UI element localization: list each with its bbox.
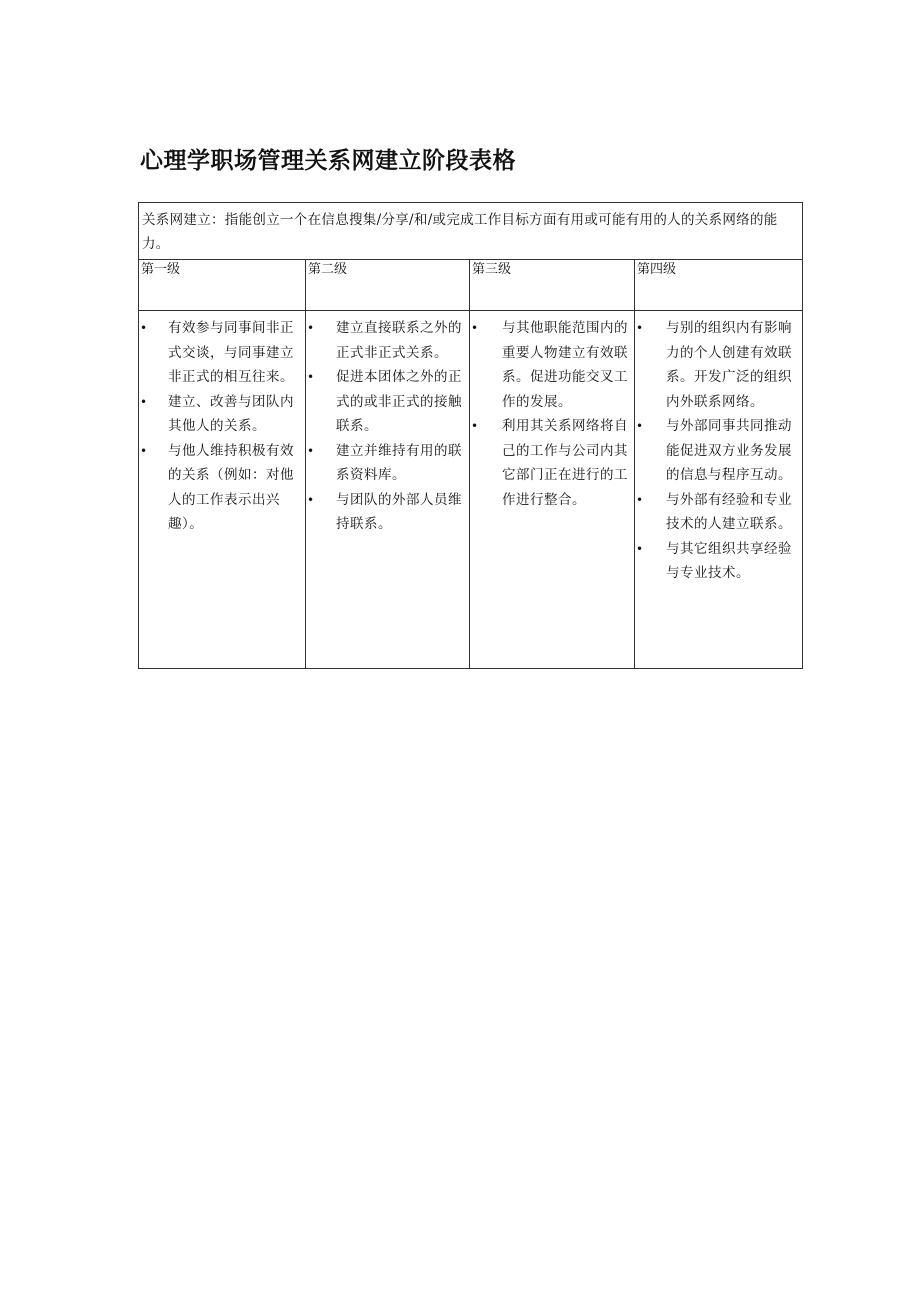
document-title: 心理学职场管理关系网建立阶段表格	[140, 148, 516, 174]
level-3-header: 第三级	[470, 260, 635, 311]
list-item: • 与他人维持积极有效的关系（例如：对他人的工作表示出兴趣）。	[139, 439, 305, 537]
list-item: • 有效参与同事间非正式交谈，与同事建立非正式的相互往来。	[139, 316, 305, 390]
list-item: • 与其它组织共享经验与专业技术。	[635, 537, 802, 586]
bullet-icon: •	[636, 321, 644, 335]
bullet-icon: •	[140, 443, 148, 458]
bullet-icon: •	[307, 443, 315, 458]
level-3-behaviors	[470, 311, 635, 669]
bullet-icon: •	[140, 321, 148, 335]
bullet-icon: •	[307, 321, 315, 335]
bullet-icon: •	[636, 492, 644, 507]
list-item: • 与别的组织内有影响力的个人创建有效联系。开发广泛的组织内外联系网络。	[635, 316, 802, 414]
list-item: • 建立并维持有用的联系资料库。	[306, 439, 469, 488]
level-2-header: 第二级	[306, 260, 470, 311]
bullet-icon: •	[471, 419, 479, 433]
behavior-row	[139, 311, 803, 669]
bullet-icon: •	[307, 492, 315, 507]
list-item: • 与团队的外部人员维持联系。	[306, 488, 469, 537]
level-header-row	[139, 260, 803, 311]
competency-table	[138, 202, 803, 669]
list-item: • 与外部有经验和专业技术的人建立联系。	[635, 488, 802, 537]
list-item: • 促进本团体之外的正式的或非正式的接触联系。	[306, 365, 469, 439]
list-item: • 与其他职能范围内的重要人物建立有效联系。促进功能交叉工作的发展。	[470, 316, 634, 414]
list-item: • 建立直接联系之外的正式非正式关系。	[306, 316, 469, 365]
bullet-icon: •	[140, 394, 148, 409]
definition-cell: 关系网建立：指能创立一个在信息搜集/分享/和/或完成工作目标方面有用或可能有用的人的关系网络的能力。	[139, 203, 803, 260]
list-item: • 与外部同事共同推动能促进双方业务发展的信息与程序互动。	[635, 414, 802, 488]
bullet-icon: •	[471, 321, 479, 335]
bullet-icon: •	[307, 370, 315, 384]
level-1-header: 第一级	[139, 260, 306, 311]
bullet-icon: •	[636, 419, 644, 433]
level-4-behaviors	[635, 311, 803, 669]
definition-row	[139, 203, 803, 260]
list-item: • 利用其关系网络将自己的工作与公司内其它部门正在进行的工作进行整合。	[470, 414, 634, 512]
bullet-icon: •	[636, 541, 644, 556]
list-item: • 建立、改善与团队内其他人的关系。	[139, 390, 305, 439]
level-2-behaviors	[306, 311, 470, 669]
level-4-header: 第四级	[635, 260, 803, 311]
level-1-behaviors	[139, 311, 306, 669]
